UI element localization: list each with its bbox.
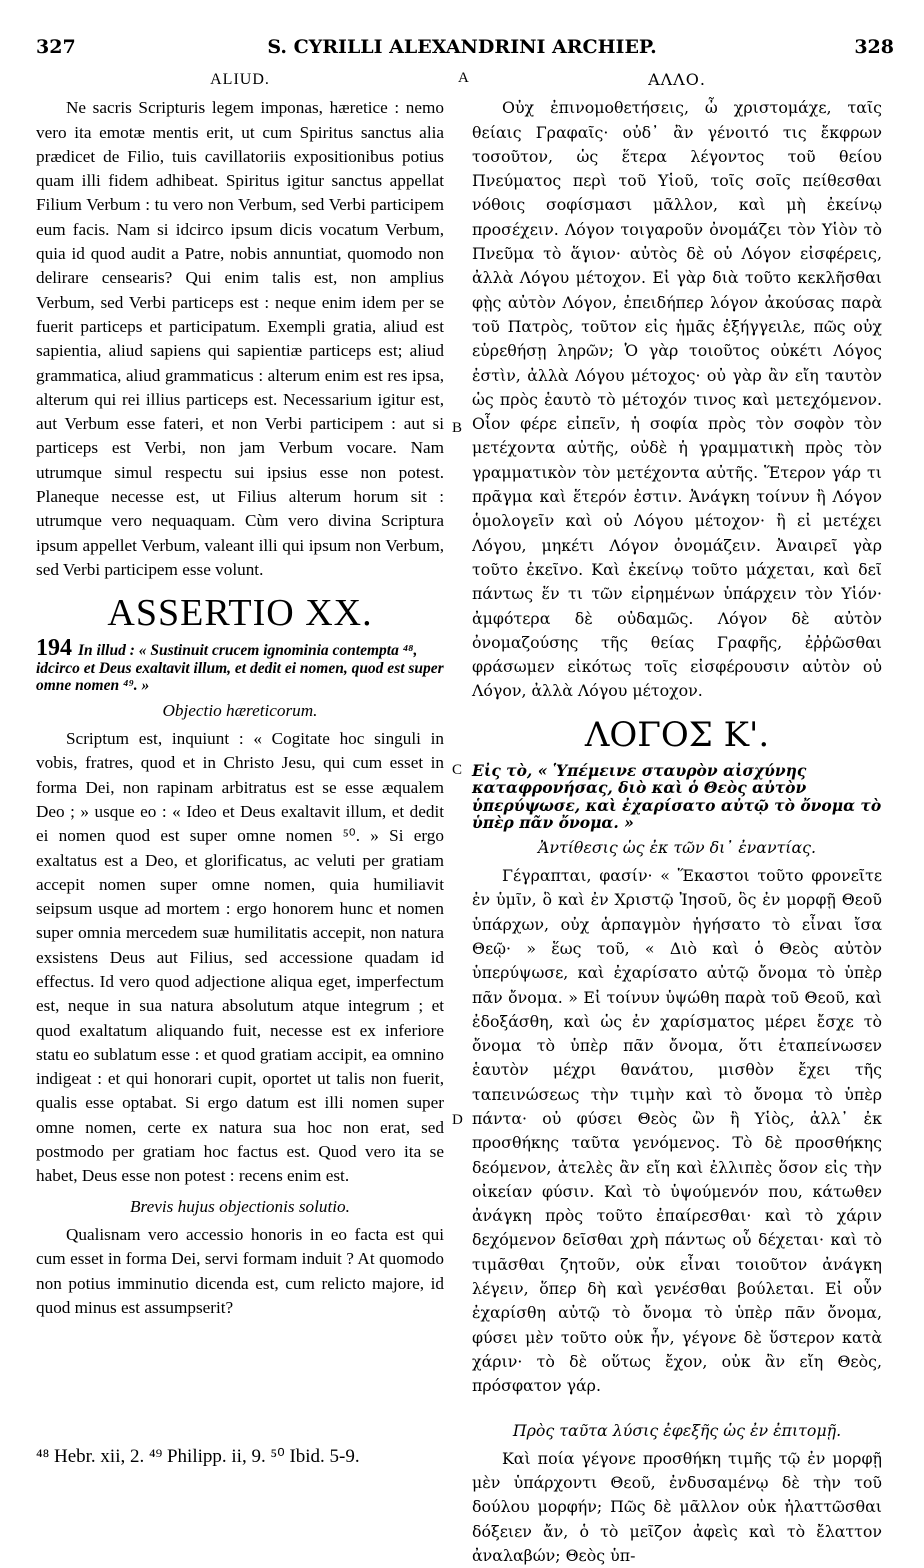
- margin-letter-b: B: [452, 420, 463, 436]
- greek-column: [472, 68, 882, 1568]
- greek-objectio-heading: Ἀντίθεσις ὡς ἐκ τῶν δι᾽ ἐναντίας.: [537, 837, 817, 857]
- greek-paragraph-1: Οὐχ ἐπινομοθετήσεις, ὦ χριστομάχε, ταῖς θείαις Γραφαῖς· οὐδ᾽ ἂν γένοιτό τις ἔκφρων τοσοῦτον, ὡς ἕτερα λέγοντος τοῦ θείου Πνεύματος περὶ τοῦ Υἱοῦ, τοῖς σοῖς πείθεσθαι νόθοις σοφίσμασι μᾶλλον, καὶ μὴ ἐκείνῳ προσέχειν. Λόγον τοιγαροῦν ὀνομάζει τὸν Υἱὸν τὸ Πνεῦμα τὸ ἅγιον· αὐτὸς δὲ οὐ Λόγον εἰσφέρεις, ἀλλὰ Λόγου μέτοχον. Εἰ γὰρ διὰ τοῦτο κεκλῆσθαι φῂς αὐτὸν Λόγον, ἐπειδήπερ λόγον ἀκούσας παρὰ τοῦ Πατρὸς, τοῦτον εἰς ἡμᾶς ἐξήγγειλε, πῶς οὐχ εὑρεθήσῃ ληρῶν; Ὁ γὰρ τοιοῦτος οὐκέτι Λόγος ἐστὶν, ἀλλὰ Λόγου μέτοχος· οὐ γὰρ ἂν εἴη ταυτὸν ὡς πρὸς ἑαυτὸ τὸ μέτοχόν τινος καὶ μετεχόμενον. Οἷον φέρε εἰπεῖν, ἡ σοφία πρὸς τὸν σοφὸν τὸν μετέχοντα αὐτῆς, οὐδὲ ἡ γραμματικὴ πρὸς τὸν γραμματικὸν τὸν μετέχοντα αὐτῆς. Ἕτερον γάρ τι πρᾶγμα καὶ ἕτερόν ἐστιν. Ἀνάγκη τοίνυν ἢ Λόγον ὁμολογεῖν καὶ οὐ Λόγου μέτοχον· ἢ εἰ μετέχει Λόγου, μηκέτι Λόγον ὀνομάζειν. Ἀναιρεῖ γὰρ τοῦτο ἐκεῖνο. Καὶ ἐκείνῳ τοῦτο μάχεται, καὶ δεῖ πάντως ἕν τι τῶν εἰρημένων ὑπάρχειν τὸν Υἱόν· ἀμφότερα δὲ οὐδαμῶς. Λόγον δὲ αὐτὸν ὀνομαζούσης τῆς θείας Γραφῆς, ἐῤῥῶσθαι φράσωμεν εἰκότως τοῖς εἰσφέρουσιν αὐτὸν οὐ Λόγον, ἀλλὰ Λόγου μέτοχον.: [472, 98, 882, 701]
- greek-paragraph-2: Γέγραπται, φασίν· « Ἕκαστοι τοῦτο φρονεῖτε ἐν ὑμῖν, ὃ καὶ ἐν Χριστῷ Ἰησοῦ, ὃς ἐν μορφῇ Θεοῦ ὑπάρχων, οὐχ ἁρπαγμὸν ἡγήσατο τὸ εἶναι ἴσα Θεῷ· » ἕως τοῦ, « Διὸ καὶ ὁ Θεὸς αὐτὸν ὑπερύψωσε, καὶ ἐχαρίσατο αὐτῷ ὄνομα τὸ ὑπὲρ πᾶν ὄνομα. » Εἰ τοίνυν ὑψώθη παρὰ τοῦ Θεοῦ, καὶ ἐδοξάσθη, καὶ ὡς ἐν χαρίσματος μέρει ἔσχε τὸ ὄνομα τὸ ὑπὲρ πᾶν ὄνομα, ὅτι ἐταπείνωσεν ἑαυτὸν μέχρι θανάτου, μισθὸν ἔχει τῆς ταπεινώσεως τὴν τιμὴν καὶ τὸ ὄνομα τὸ ὑπὲρ πάντα· οὐ φύσει Θεὸς ὢν ἢ Υἱὸς, ἀλλ᾽ ἐκ προσθήκης ταῦτα γενόμενος. Τὸ δὲ προσθήκης δεόμενον, ἀτελὲς ἂν εἴη καὶ ἐλλιπὲς ὅσον εἰς τὴν οἰκείαν φύσιν. Καὶ τὸ ὑψούμενόν που, κάτωθεν ἀνάγκη πρὸς τοῦτο ἐπαίρεσθαι· καὶ τὸ χάριν δεχόμενον δεῖσθαι χρὴ πάντως οὗ δέχεται· καὶ τὸ τιμᾶσθαι ζητοῦν, οὐκ εἶναι τοιοῦτον ἀνάγκη λέγειν, ὅπερ δὴ καὶ γενέσθαι βούλεται. Εἰ οὖν ἐχαρίσθη αὐτῷ τὸ ὄνομα τὸ ὑπὲρ πᾶν ὄνομα, φύσει μὲν τοῦτο οὐκ ἦν, γέγονε δὲ ὕστερον κατὰ χάριν· τὸ δὲ οὕτως ἔχον, οὐκ ἂν εἴη Θεὸς, πρόσφατον γάρ.: [472, 866, 882, 1396]
- margin-letter-d: D: [452, 1112, 463, 1128]
- footnotes: ⁴⁸ Hebr. xii, 2. ⁴⁹ Philipp. ii, 9. ⁵⁰ Ibid. 5-9.: [36, 1446, 360, 1467]
- running-title: S. CYRILLI ALEXANDRINI ARCHIEP.: [267, 36, 657, 58]
- greek-solutio-heading: Πρὸς ταῦτα λύσις ἐφεξῆς ὡς ἐν ἐπιτομῇ.: [512, 1420, 842, 1440]
- latin-paragraph-2: Scriptum est, inquiunt : « Cogitate hoc singuli in vobis, fratres, quod et in Christo Jesu, qui cum esset in forma Dei, non rapinam arbitratus est se esse æqualem Deo ; » usque eo : « Ideo et Deus exaltavit illum, et dedit ei nomen quod est super omne nomen ⁵⁰. » Si ergo exaltatus est a Deo, et glorificatus, ac veluti per gratiam accepit nomen super omne nomen, quia humiliavit seipsum usque ad mortem : ergo honorem hunc et nomen super omnia mercedem suæ humilitatis accepit, non natura exsistens Deus aut Filius, sed accessione quadam id effectus. Id vero quod adjectione aliqua eget, imperfectum est, neque in sua natura absolutum atque integrum ; et quod exaltatum aliquando fuit, necesse est ex inferiore statu eo sublatum esse : et quod gratiam accipit, ea omnino indigeat : et qui honorari cupit, oportet ut talis non fuerit, qualis esse optabat. Si ergo datum est illi nomen super omne nomen, certe ex natura sua hoc non erat, sed postmodo per gratiam hoc factus est. Quod vero ita se habet, Deus esse non potest : recens enim est.: [36, 729, 444, 1186]
- greek-section-title: ΑΛΛΟ.: [648, 70, 706, 89]
- latin-assertio-intro: [36, 635, 444, 695]
- latin-assertio-heading: ASSERTIO XX.: [107, 592, 373, 635]
- greek-logos-heading: ΛΟΓΟΣ Κ'.: [584, 714, 770, 755]
- margin-letter-a: A: [458, 70, 469, 86]
- margin-letter-c: C: [452, 762, 463, 778]
- latin-solutio-heading: Brevis hujus objectionis solutio.: [130, 1196, 350, 1216]
- latin-intro-text: In illud : « Sustinuit crucem ignominia contempta ⁴⁸, idcirco et Deus exaltavit illum, et dedit ei nomen, quod est super omne nomen ⁴⁹. »: [36, 642, 444, 695]
- greek-paragraph-3: Καὶ ποία γέγονε προσθήκη τιμῆς τῷ ἐν μορφῇ μὲν ὑπάρχοντι Θεοῦ, ἐνδυσαμένῳ δὲ τὴν τοῦ δούλου μορφήν; Πῶς δὲ μᾶλλον οὐκ ἠλαττῶσθαι δόξειεν ἄν, ὁ τὸ μεῖζον ἀφεὶς καὶ τὸ ἔλαττον ἀναλαβών; Θεὸς ὑπ-: [472, 1448, 882, 1566]
- latin-paragraph-3: Qualisnam vero accessio honoris in eo facta est qui cum esset in forma Dei, servi formam induit ? At quomodo non potius imminutio dicenda est, cum relicto majore, id quod minus est assumpserit?: [36, 1224, 444, 1317]
- latin-column: [36, 68, 444, 1320]
- latin-objectio-heading: Objectio hæreticorum.: [162, 700, 318, 720]
- latin-section-title: ALIUD.: [210, 71, 270, 88]
- page-number-left: 327: [36, 36, 76, 58]
- greek-intro-text: Εἰς τὸ, « Ὑπέμεινε σταυρὸν αἰσχύνης καταφρονήσας, διὸ καὶ ὁ Θεὸς αὐτὸν ὑπερύψωσε, καὶ ἐχαρίσατο αὐτῷ τὸ ὄνομα τὸ ὑπὲρ πᾶν ὄνομα. »: [472, 760, 882, 833]
- page-number-right: 328: [854, 36, 894, 58]
- section-number: 194: [36, 635, 72, 662]
- latin-paragraph-1: Ne sacris Scripturis legem imponas, hæretice : nemo vero ita emotæ mentis erit, ut cum Spiritus sanctus alia prædicet de Filio, tuis cavillatoriis expositionibus potius quam illi fidem adhibeat. Spiritus igitur sanctus appellat Filium Verbum : tu vero non Verbum, sed Verbi participem eum facis. Nam si idcirco ipsum dicis vocatum Verbum, quia id quod audit a Patre, nobis annuntiat, quomodo non delirare censearis? Qui enim talis est, non amplius Verbum, sed Verbi particeps est : neque enim idem per se fuerit particeps et participatum. Exempli gratia, aliud est sapientia, aliud sapiens qui sapientiæ particeps est; aliud grammatica, aliud grammaticus : alterum enim est res ipsa, alterum qui rei illius particeps est. Necessarium igitur est, aut Verbum esse fateri, et non Verbi participem : aut si particeps est Verbi, non jam Verbum vocare. Nam utrumque simul respectu sui ipsius esse non potest. Planeque necesse est, ut Filius alterum horum sit : utrumque vero nequaquam. Cùm vero divina Scriptura ipsum appellet Verbum, valeant illi qui ipsum non Verbum, sed Verbi participem esse volunt.: [36, 98, 444, 579]
